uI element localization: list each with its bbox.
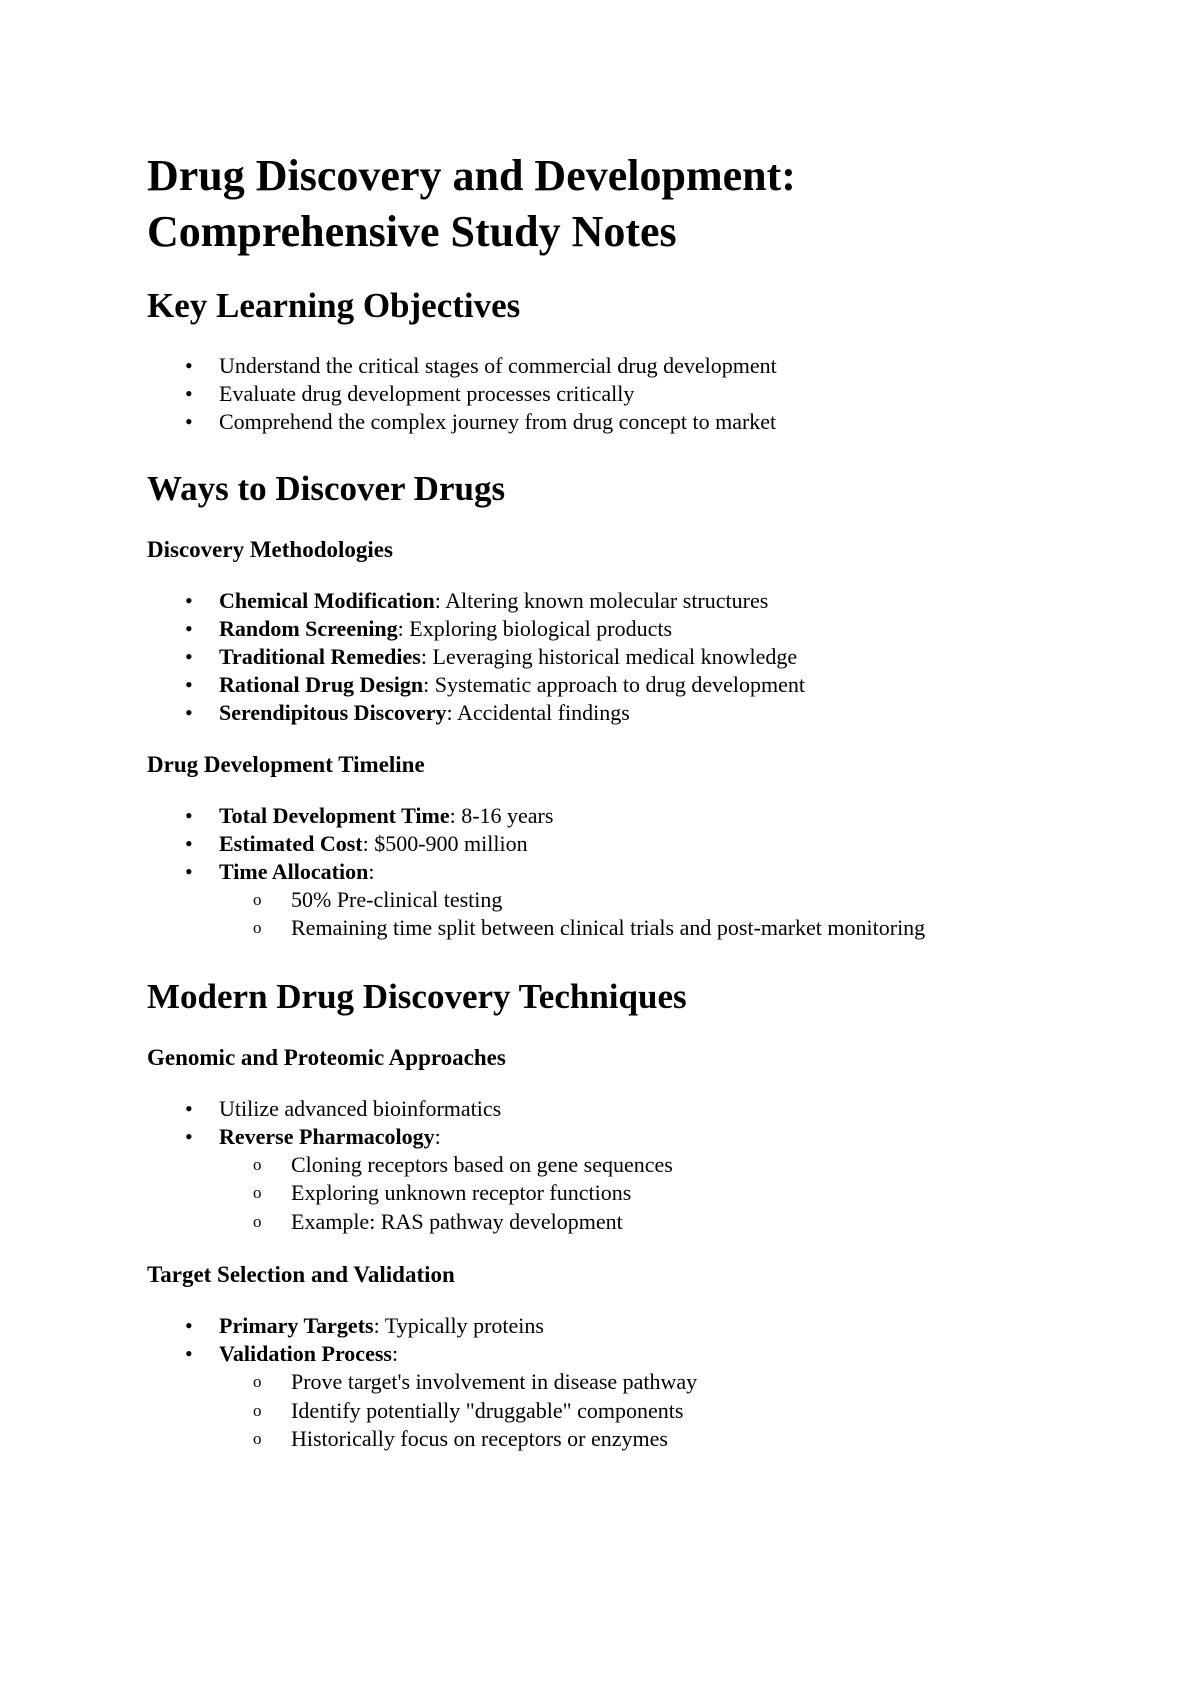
sub-list-item: o Identify potentially "druggable" components [219,1397,1067,1426]
list-item: • Understand the critical stages of commercial drug development [147,352,1067,380]
item-term: Total Development Time [219,803,450,829]
validation-sublist [219,1368,1067,1454]
list-item: • Utilize advanced bioinformatics [147,1095,1067,1123]
list-item [147,587,1067,615]
ways-heading: Ways to Discover Drugs [147,469,506,509]
item-desc: : Systematic approach to drug development [423,671,805,697]
list-item [147,802,1067,830]
sub-list-item: o Historically focus on receptors or enzymes [219,1425,1067,1454]
item-term: Reverse Pharmacology [219,1123,435,1149]
title-line-1: Drug Discovery and Development: [147,151,796,200]
sub-list-item: o Exploring unknown receptor functions [219,1179,1067,1208]
title-line-2: Comprehensive Study Notes [147,207,677,256]
item-desc: : Accidental findings [446,699,630,725]
item-term: Random Screening [219,616,398,642]
document-page [147,148,1067,1478]
item-term: Rational Drug Design [219,671,424,697]
sub-list-item: o Cloning receptors based on gene sequences [219,1151,1067,1180]
sub-list-item: o Remaining time split between clinical trials and post-market monitoring [219,914,1067,943]
time-allocation-sublist [219,886,1067,943]
item-term: Estimated Cost [219,831,363,857]
target-list [147,1312,1067,1453]
item-desc: : [434,1123,441,1149]
item-desc: : $500-900 million [362,831,528,857]
list-item: • Comprehend the complex journey from drug concept to market [147,408,1067,436]
timeline-list [147,802,1067,943]
list-item [147,1340,1067,1454]
reverse-pharmacology-sublist [219,1151,1067,1237]
list-item [147,671,1067,699]
item-desc: : Altering known molecular structures [434,588,769,614]
timeline-heading: Drug Development Timeline [147,752,425,778]
methodologies-list [147,587,1067,726]
genomic-list [147,1095,1067,1236]
sub-list-item: o 50% Pre-clinical testing [219,886,1067,915]
document-title [147,148,1067,260]
list-item [147,643,1067,671]
list-item: • Evaluate drug development processes critically [147,380,1067,408]
item-desc: : [368,858,375,884]
item-desc: : [391,1341,399,1367]
item-desc: : Typically proteins [373,1313,544,1339]
list-item [147,615,1067,643]
modern-heading: Modern Drug Discovery Techniques [147,976,687,1016]
list-item [147,699,1067,727]
genomic-heading: Genomic and Proteomic Approaches [147,1044,506,1070]
objectives-list [147,352,1067,435]
item-desc: : Leveraging historical medical knowledge [420,643,798,669]
list-item [147,1312,1067,1340]
item-desc: : 8-16 years [449,803,554,829]
methodologies-heading: Discovery Methodologies [147,537,393,563]
objectives-heading: Key Learning Objectives [147,286,521,325]
item-term: Validation Process [219,1341,392,1367]
sub-list-item: o Prove target's involvement in disease pathway [219,1368,1067,1397]
item-term: Chemical Modification [219,588,435,614]
list-item [147,1123,1067,1237]
sub-list-item: o Example: RAS pathway development [219,1208,1067,1237]
item-term: Primary Targets [219,1313,374,1339]
item-desc: : Exploring biological products [397,616,673,642]
list-item [147,858,1067,943]
list-item [147,830,1067,858]
item-term: Traditional Remedies [219,643,421,669]
item-term: Serendipitous Discovery [219,699,447,725]
item-term: Time Allocation [219,858,369,884]
target-heading: Target Selection and Validation [147,1262,455,1288]
